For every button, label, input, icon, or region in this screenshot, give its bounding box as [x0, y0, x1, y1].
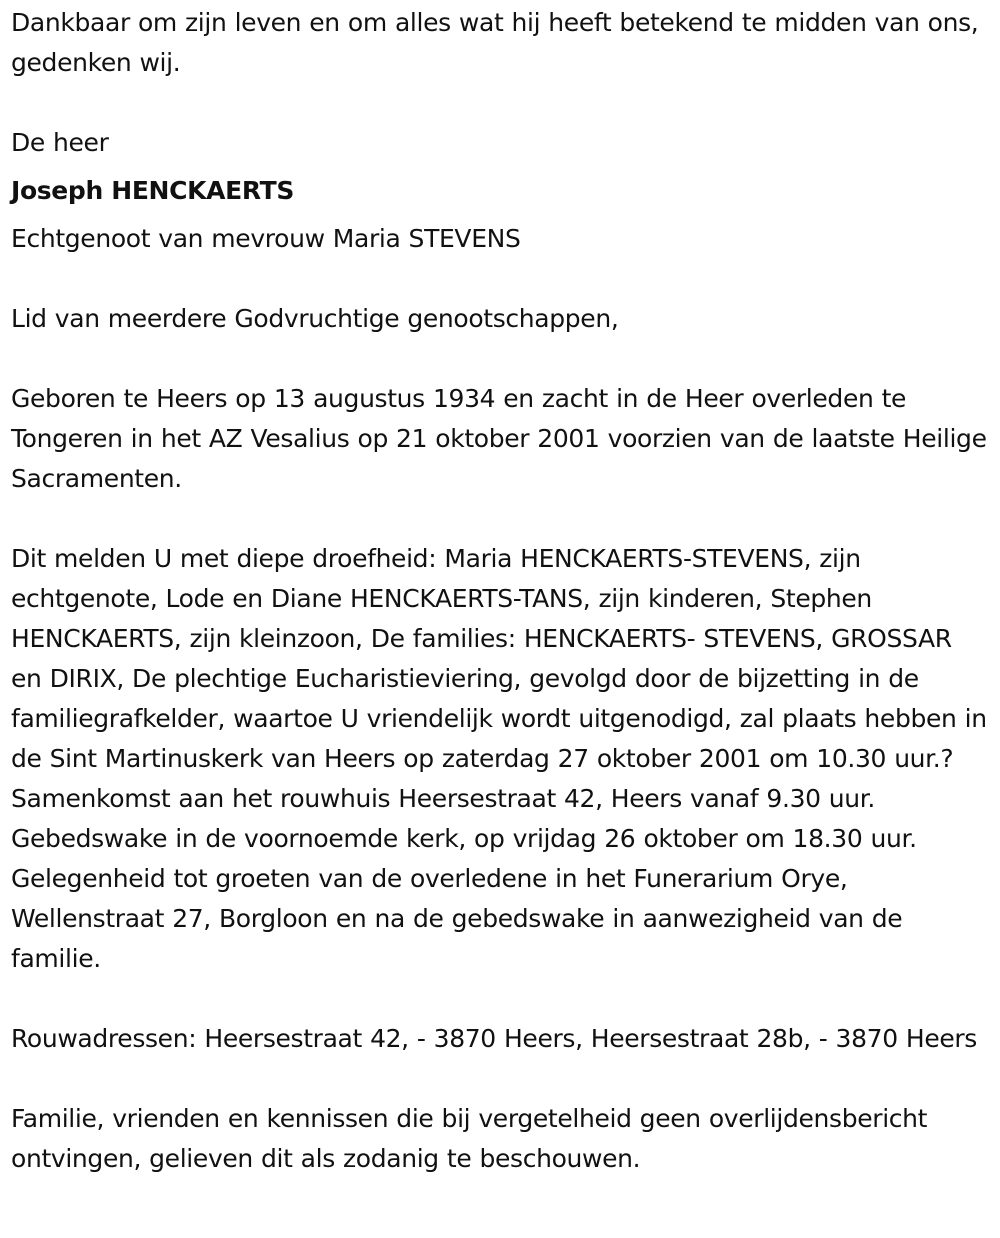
spacer [11, 163, 988, 171]
closing-paragraph: Familie, vrienden en kennissen die bij vergetelheid geen overlijdensbericht ontvingen, gelieven dit als zodanig te beschouwen. [11, 1104, 928, 1173]
spacer [11, 83, 988, 123]
mourning-addresses: Rouwadressen: Heersestraat 42, - 3870 Heers, Heersestraat 28b, - 3870 Heers [11, 1024, 977, 1053]
birth-death-paragraph: Geboren te Heers op 13 augustus 1934 en zacht in de Heer overleden te Tongeren in het AZ Vesalius op 21 oktober 2001 voorzien van de laatste Heilige Sacramenten. [11, 384, 987, 493]
spacer [11, 259, 988, 299]
spacer [11, 499, 988, 539]
spacer [11, 1059, 988, 1099]
spacer [11, 979, 988, 1019]
membership-line: Lid van meerdere Godvruchtige genootschappen, [11, 304, 619, 333]
announcement-paragraph: Dit melden U met diepe droefheid: Maria HENCKAERTS-STEVENS, zijn echtgenote, Lode en Diane HENCKAERTS-TANS, zijn kinderen, Stephen HENCKAERTS, zijn kleinzoon, De families: HENCKAERTS- STEVENS, GROSSAR en DIRIX, De plechtige Eucharistieviering, gevolgd door de bijzetting in de familiegrafkelder, waartoe U vriendelijk wordt uitgenodigd, zal plaats hebben in de Sint Martinuskerk van Heers op zaterdag 27 oktober 2001 om 10.30 uur.? Samenkomst aan het rouwhuis Heersestraat 42, Heers vanaf 9.30 uur. Gebedswake in de voornoemde kerk, op vrijdag 26 oktober om 18.30 uur. Gelegenheid tot groeten van de overledene in het Funerarium Orye, Wellenstraat 27, Borgloon en na de gebedswake in aanwezigheid van de familie. [11, 544, 987, 973]
spouse-line: Echtgenoot van mevrouw Maria STEVENS [11, 224, 521, 253]
deceased-name: Joseph HENCKAERTS [11, 176, 295, 205]
spacer [11, 211, 988, 219]
spacer [11, 339, 988, 379]
intro-paragraph: Dankbaar om zijn leven en om alles wat hij heeft betekend te midden van ons, gedenken wij. [11, 8, 979, 77]
salutation: De heer [11, 128, 109, 157]
